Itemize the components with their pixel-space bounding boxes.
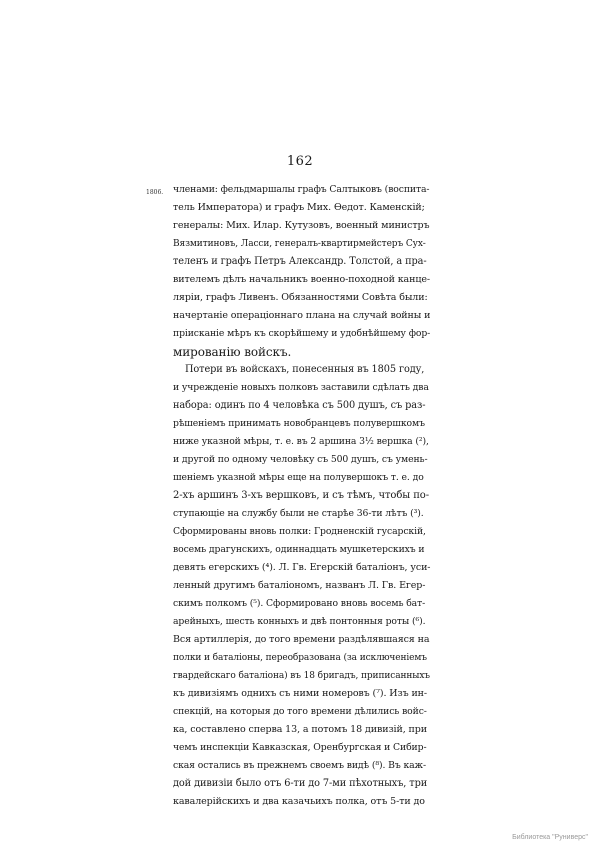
page-number: 162 bbox=[286, 154, 314, 169]
body-text bbox=[173, 181, 430, 811]
text-line: полки и баталіоны, переобразована (за исключеніемъ bbox=[173, 653, 427, 663]
text-line: и другой по одному человѣку съ 500 душъ, съ умень- bbox=[173, 454, 428, 465]
text-line: членами: фельдмаршалы графъ Салтыковъ (воспита- bbox=[173, 184, 430, 195]
text-line: и учрежденіе новыхъ полковъ заставили сдѣлать два bbox=[173, 382, 429, 393]
text-line: Вязмитиновъ, Ласси, генералъ-квартирмейстеръ Сух- bbox=[173, 239, 426, 249]
text-line: ляріи, графъ Ливенъ. Обязанностями Совѣта были: bbox=[173, 292, 428, 303]
text-line: дой дивизіи было отъ 6-ти до 7-ми пѣхотныхъ, три bbox=[173, 778, 428, 789]
text-line: Сформированы вновь полки: Гродненскій гусарскій, bbox=[173, 526, 426, 537]
text-line: ниже указной мѣры, т. е. въ 2 аршина 3½ вершка (²), bbox=[173, 436, 429, 447]
margin-year-note: 1806. bbox=[146, 189, 164, 196]
text-line: девять егерскихъ (⁴). Л. Гв. Егерскій баталіонъ, уси- bbox=[173, 562, 431, 573]
text-line: Вся артиллерія, до того времени раздѣлявшаяся на bbox=[173, 634, 430, 645]
text-line: 2-хъ аршинъ 3-хъ вершковъ, и съ тѣмъ, чтобы по- bbox=[173, 490, 429, 501]
text-line: ленный другимъ баталіономъ, названъ Л. Гв. Егер- bbox=[173, 580, 426, 591]
text-line: арейныхъ, шесть конныхъ и двѣ понтонныя роты (⁶). bbox=[173, 616, 426, 627]
text-line: Потери въ войскахъ, понесенныя въ 1805 году, bbox=[173, 364, 425, 375]
text-line: ская остались въ прежнемъ своемъ видѣ (⁸). Въ каж- bbox=[173, 760, 426, 771]
text-line: восемь драгунскихъ, одиннадцать мушкетерскихъ и bbox=[173, 544, 425, 555]
text-line: генералы: Мих. Илар. Кутузовъ, военный министръ bbox=[173, 220, 430, 231]
text-line: начертаніе операціоннаго плана на случай войны и bbox=[173, 310, 431, 321]
text-line: спекцій, на которыя до того времени дѣлились войс- bbox=[173, 706, 427, 717]
library-watermark: Библиотека "Руниверс" bbox=[512, 834, 588, 841]
text-line: шеніемъ указной мѣры еще на полувершокъ т. е. до bbox=[173, 472, 424, 483]
text-line: мированію войскъ. bbox=[173, 345, 292, 359]
text-line: ка, составлено сперва 13, а потомъ 18 дивизій, при bbox=[173, 724, 427, 735]
text-line: гвардейскаго баталіона) въ 18 бригадъ, приписанныхъ bbox=[173, 671, 430, 681]
text-line: вителемъ дѣлъ начальникъ военно-походной канце- bbox=[173, 274, 430, 285]
text-line: къ дивизіямъ однихъ съ ними номеровъ (⁷). Изъ ин- bbox=[173, 688, 428, 699]
text-line: тель Императора) и графъ Мих. Ѳедот. Каменскій; bbox=[173, 202, 425, 213]
text-line: кавалерійскихъ и два казачьихъ полка, отъ 5-ти до bbox=[173, 796, 425, 807]
text-line: рѣшеніемъ принимать новобранцевъ полувершкомъ bbox=[173, 418, 425, 429]
text-line: пріисканіе мѣръ къ скорѣйшему и удобнѣйшему фор- bbox=[173, 328, 431, 339]
text-line: набора: одинъ по 4 человѣка съ 500 душъ, съ раз- bbox=[173, 400, 426, 411]
text-line: чемъ инспекціи Кавказская, Оренбургская и Сибир- bbox=[173, 742, 427, 753]
text-line: скимъ полкомъ (⁵). Сформировано вновь восемь бат- bbox=[173, 598, 426, 609]
text-line: ступающіе на службу были не старѣе 36-ти лѣтъ (³). bbox=[173, 508, 424, 519]
text-line: теленъ и графъ Петръ Александр. Толстой, а пра- bbox=[173, 256, 427, 267]
